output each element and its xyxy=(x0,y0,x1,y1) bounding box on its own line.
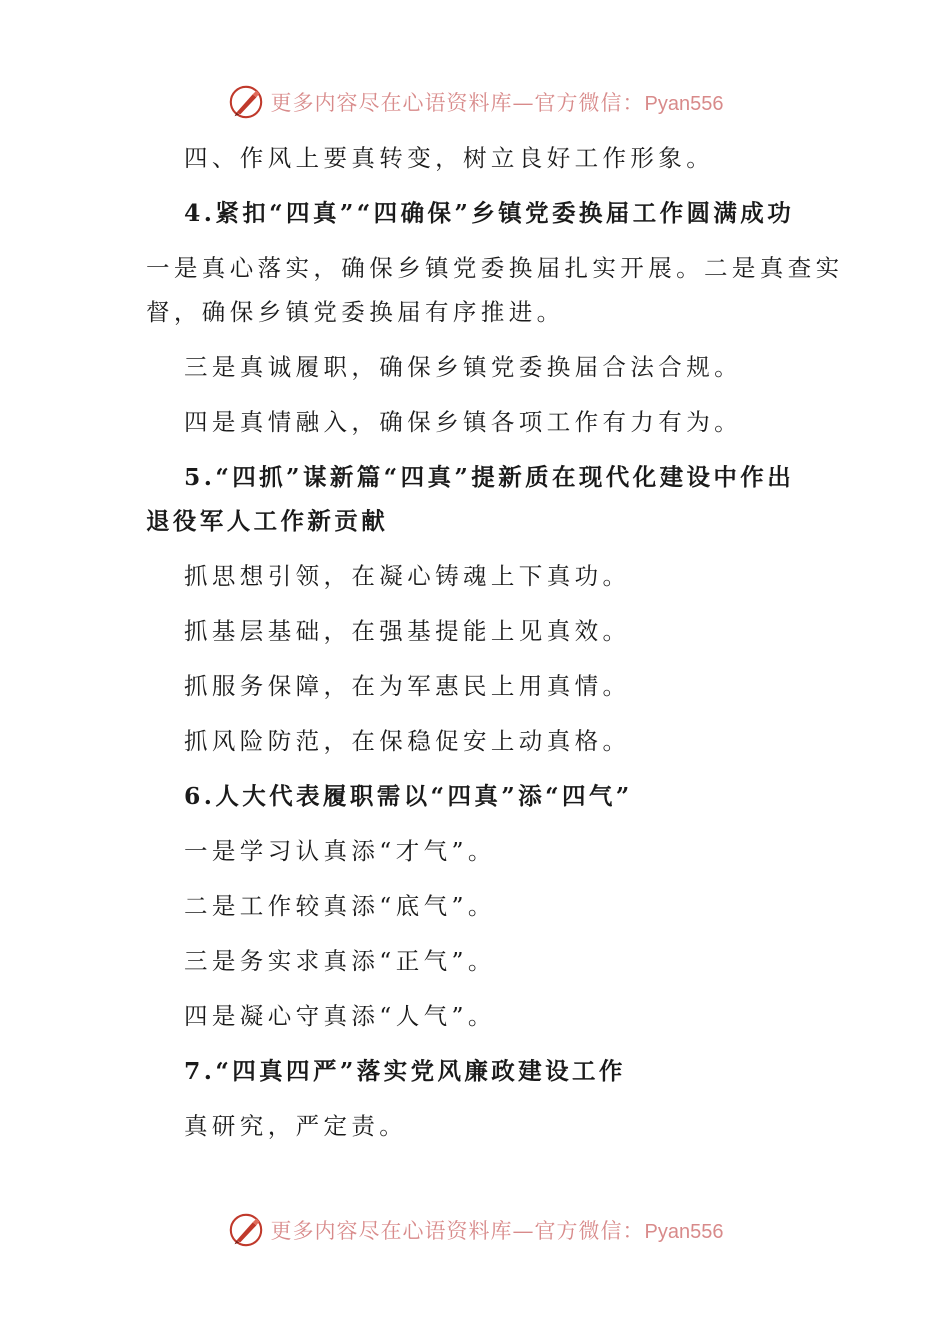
paragraph: 二是工作较真添“底气”。 xyxy=(184,892,496,920)
wechat-id: Pyan556 xyxy=(644,93,724,115)
banner-text: 更多内容尽在心语资料库—官方微信：Pyan556 xyxy=(270,1219,724,1243)
section-heading xyxy=(146,455,806,543)
section-heading xyxy=(146,774,806,818)
heading-line: 7.“四真四严”落实党风廉政建设工作 xyxy=(184,1057,626,1085)
paragraph: 三是务实求真添“正气”。 xyxy=(184,947,496,975)
paragraph-line: 督，确保乡镇党委换届有序推进。 xyxy=(146,298,565,326)
paragraph: 四是凝心守真添“人气”。 xyxy=(184,1002,496,1030)
heading-line: 退役军人工作新贡献 xyxy=(146,507,389,535)
pen-logo-icon xyxy=(227,1211,265,1249)
paragraph: 抓思想引领，在凝心铸魂上下真功。 xyxy=(184,562,631,590)
section-heading xyxy=(146,1049,806,1093)
paragraph: 抓服务保障，在为军惠民上用真情。 xyxy=(184,672,631,700)
paragraph: 抓基层基础，在强基提能上见真效。 xyxy=(184,617,631,645)
header-banner xyxy=(0,80,950,124)
paragraph: 一是学习认真添“才气”。 xyxy=(184,837,496,865)
paragraph: 四是真情融入，确保乡镇各项工作有力有为。 xyxy=(184,408,742,436)
paragraph: 三是真诚履职，确保乡镇党委换届合法合规。 xyxy=(184,353,742,381)
heading-line: 6.人大代表履职需以“四真”添“四气” xyxy=(184,782,633,810)
banner-text: 更多内容尽在心语资料库—官方微信：Pyan556 xyxy=(270,91,724,115)
document-body xyxy=(146,136,844,1159)
paragraph: 真研究，严定责。 xyxy=(184,1112,408,1140)
paragraph: 四、作风上要真转变，树立良好工作形象。 xyxy=(184,144,715,172)
paragraph: 抓风险防范，在保稳促安上动真格。 xyxy=(184,727,631,755)
wechat-id: Pyan556 xyxy=(644,1221,724,1243)
heading-line: 4.紧扣“四真”“四确保”乡镇党委换届工作圆满成功 xyxy=(184,199,795,227)
section-heading xyxy=(146,191,806,235)
paragraph xyxy=(146,246,844,334)
pen-logo-icon xyxy=(227,83,265,121)
paragraph-line: 一是真心落实，确保乡镇党委换届扎实开展。二是真查实 xyxy=(146,254,844,282)
footer-banner xyxy=(0,1208,950,1252)
heading-line: 5.“四抓”谋新篇“四真”提新质在现代化建设中作出 xyxy=(184,463,795,491)
